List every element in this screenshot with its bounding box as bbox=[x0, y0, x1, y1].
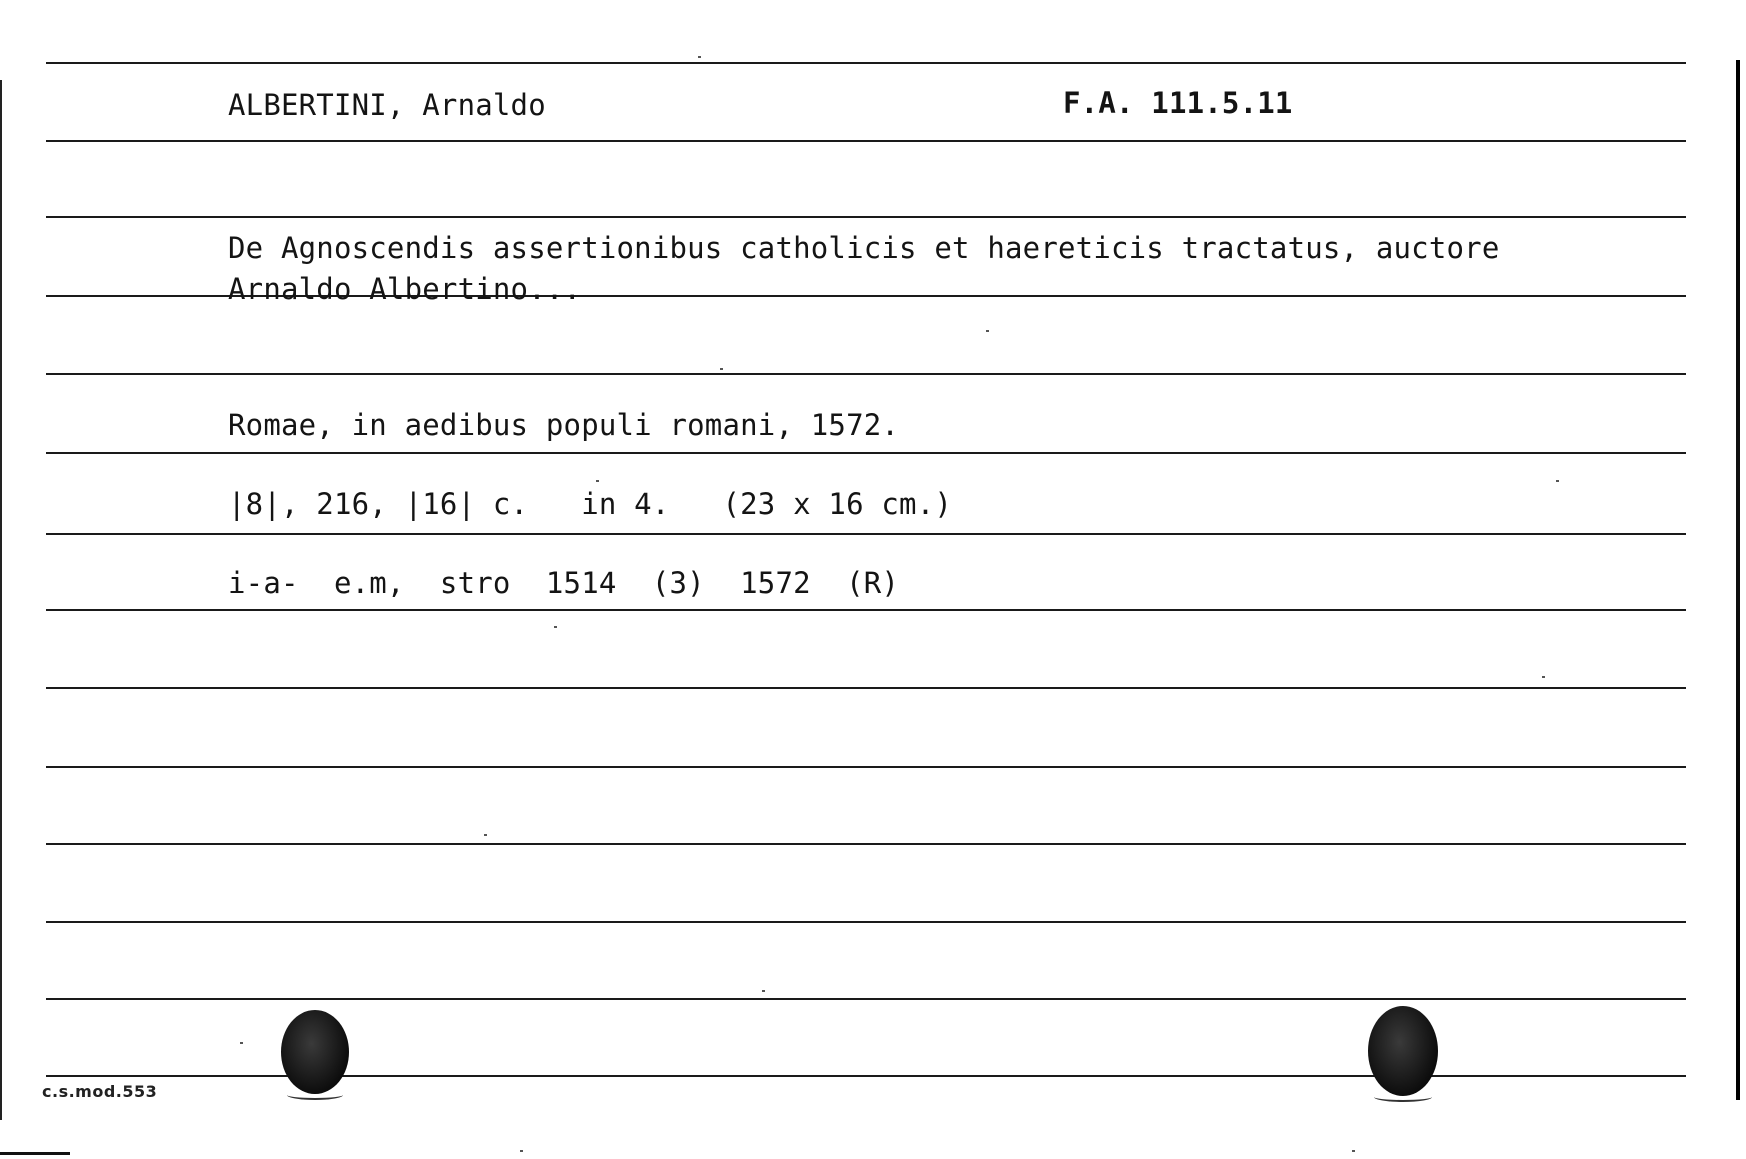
punch-hole-left bbox=[281, 1010, 349, 1094]
scan-speck bbox=[484, 834, 487, 836]
form-code: c.s.mod.553 bbox=[42, 1082, 158, 1101]
scan-speck bbox=[520, 1150, 523, 1152]
scan-speck bbox=[1556, 480, 1559, 482]
ruled-line bbox=[46, 452, 1686, 454]
scan-speck bbox=[1542, 676, 1545, 678]
scan-speck bbox=[240, 1042, 243, 1044]
ruled-line bbox=[46, 687, 1686, 689]
card-left-edge bbox=[0, 80, 2, 1120]
fingerprint: i-a- e.m, stro 1514 (3) 1572 (R) bbox=[228, 566, 900, 600]
ruled-line bbox=[46, 62, 1686, 64]
scan-speck bbox=[986, 330, 989, 332]
scan-speck bbox=[698, 56, 701, 58]
ruled-line bbox=[46, 843, 1686, 845]
ruled-line bbox=[46, 766, 1686, 768]
scan-speck bbox=[720, 368, 723, 370]
author-heading: ALBERTINI, Arnaldo bbox=[228, 88, 546, 122]
ruled-line bbox=[46, 533, 1686, 535]
title-line-2: Arnaldo Albertino... bbox=[228, 272, 582, 306]
ruled-line bbox=[46, 998, 1686, 1000]
scan-speck bbox=[554, 626, 557, 628]
scan-speck bbox=[596, 480, 599, 482]
ruled-line bbox=[46, 921, 1686, 923]
shelfmark: F.A. 111.5.11 bbox=[1063, 86, 1293, 120]
punch-hole-right bbox=[1368, 1006, 1438, 1096]
scan-speck bbox=[762, 990, 765, 992]
card-right-edge bbox=[1736, 60, 1740, 1100]
imprint: Romae, in aedibus populi romani, 1572. bbox=[228, 408, 900, 442]
ruled-line bbox=[46, 373, 1686, 375]
ruled-line bbox=[46, 216, 1686, 218]
ruled-line bbox=[46, 140, 1686, 142]
scan-speck bbox=[1352, 1150, 1355, 1152]
card-bottom-edge bbox=[0, 1152, 70, 1155]
title-line-1: De Agnoscendis assertionibus catholicis et haereticis tractatus, auctore bbox=[228, 231, 1500, 265]
collation: |8|, 216, |16| c. in 4. (23 x 16 cm.) bbox=[228, 487, 953, 521]
ruled-line bbox=[46, 609, 1686, 611]
